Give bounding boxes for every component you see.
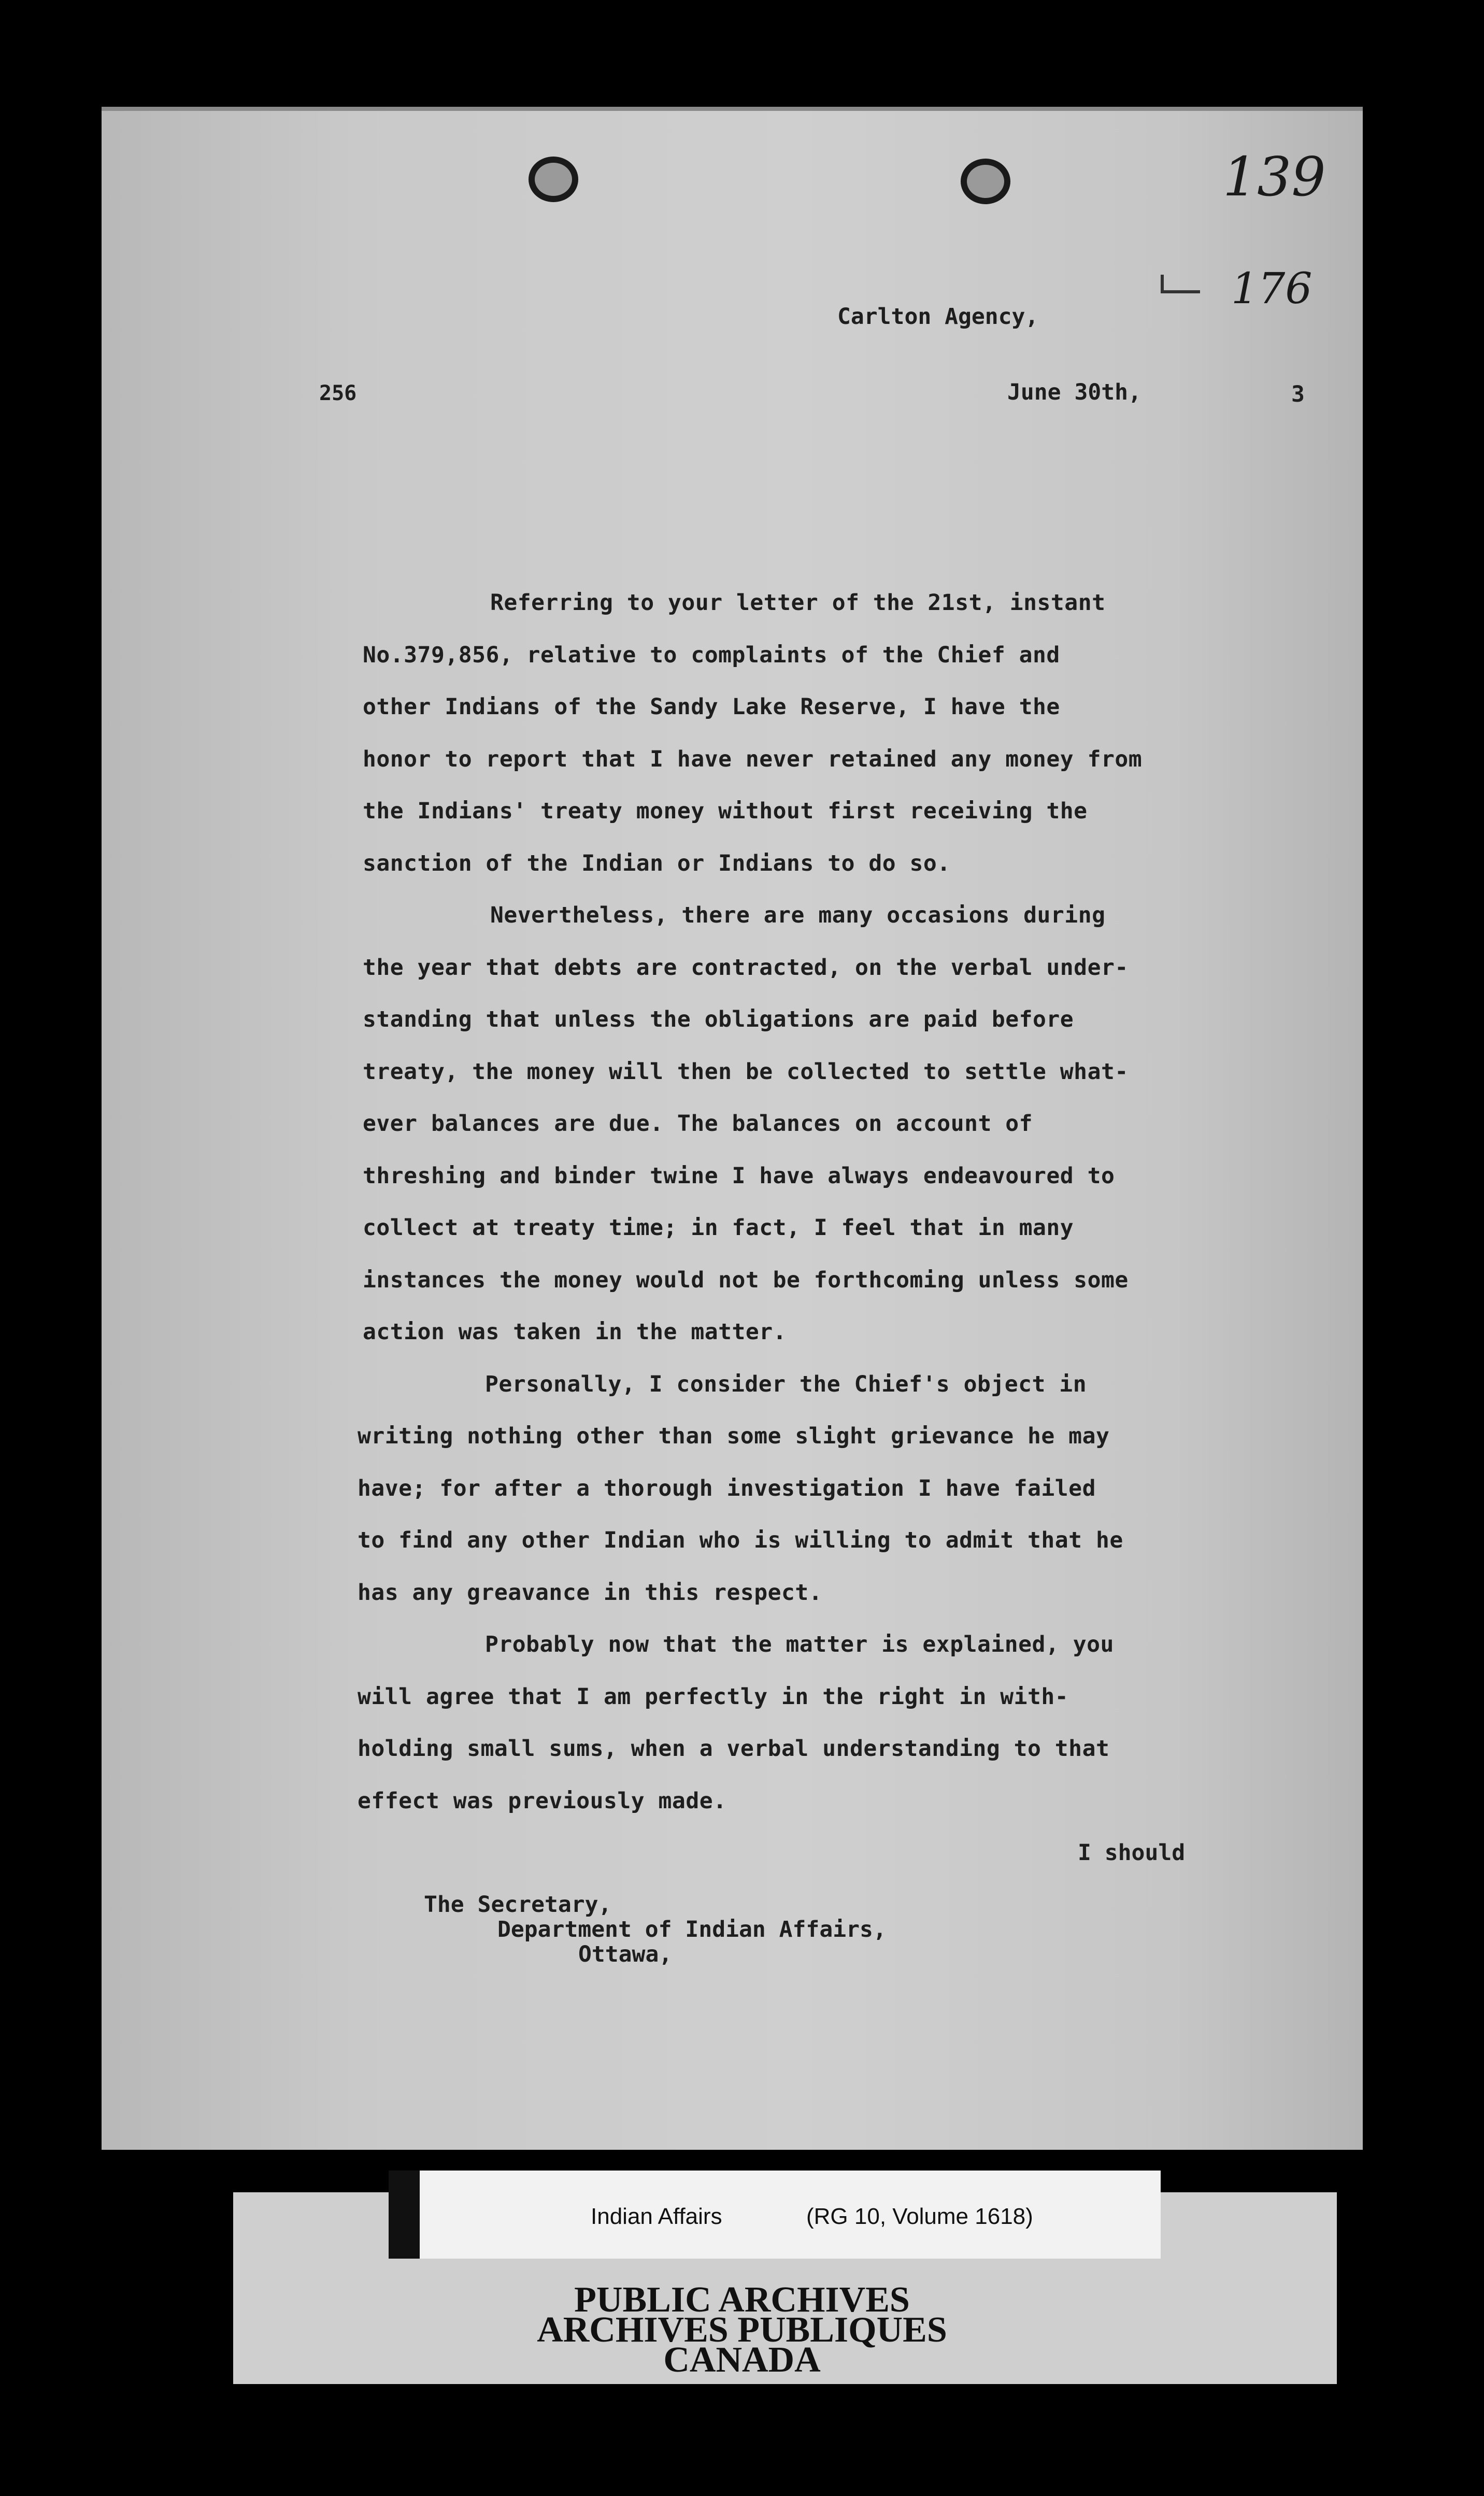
address-line-2: Department of Indian Affairs, — [497, 1917, 887, 1942]
handwritten-mark — [1161, 275, 1200, 293]
collection-name: Indian Affairs — [591, 2204, 722, 2229]
letter-line: effect was previously made. — [358, 1788, 727, 1814]
address-line-1: The Secretary, — [424, 1892, 612, 1918]
volume-reference: (RG 10, Volume 1618) — [806, 2204, 1033, 2229]
folio-number: 139 — [1223, 145, 1326, 208]
punch-hole-right — [961, 159, 1010, 204]
archive-label — [389, 2171, 1161, 2259]
letter-date: June 30th, — [1007, 379, 1141, 405]
letter-line: No.379,856, relative to complaints of the Chief and — [363, 642, 1060, 668]
archives-line-1: PUBLIC ARCHIVES — [574, 2280, 910, 2320]
letter-line: holding small sums, when a verbal understanding to that — [358, 1736, 1110, 1762]
letter-line: the Indians' treaty money without first receiving the — [363, 798, 1088, 824]
archives-line-3: CANADA — [663, 2340, 821, 2380]
letter-line: instances the money would not be forthcoming unless some — [363, 1267, 1129, 1293]
letter-line: collect at treaty time; in fact, I feel that in many — [363, 1215, 1074, 1241]
letter-line: to find any other Indian who is willing to admit that he — [358, 1527, 1123, 1553]
letter-line: have; for after a thorough investigation I have failed — [358, 1476, 1096, 1501]
letter-line: has any greavance in this respect. — [358, 1580, 823, 1606]
letter-line: standing that unless the obligations are paid before — [363, 1006, 1074, 1032]
punch-hole-left — [529, 157, 578, 202]
archives-line-2: ARCHIVES PUBLIQUES — [537, 2310, 947, 2350]
address-line-3: Ottawa, — [578, 1941, 673, 1967]
letter-line: sanction of the Indian or Indians to do so. — [363, 850, 951, 876]
letter-line: writing nothing other than some slight grievance he may — [358, 1423, 1110, 1449]
letter-line: treaty, the money will then be collected to settle what- — [363, 1059, 1129, 1085]
letter-line: ever balances are due. The balances on account of — [363, 1111, 1033, 1137]
page-number: 256 — [319, 381, 357, 405]
letter-line: Probably now that the matter is explained, you — [485, 1632, 1114, 1657]
letter-continuation: I should — [1078, 1840, 1186, 1866]
letter-line: Nevertheless, there are many occasions during — [490, 902, 1106, 928]
document-page — [102, 107, 1363, 2150]
letter-line: will agree that I am perfectly in the right in with- — [358, 1684, 1069, 1710]
letter-place: Carlton Agency, — [837, 304, 1039, 330]
sheet-number: 3 — [1291, 381, 1305, 407]
letter-line: honor to report that I have never retained any money from — [363, 746, 1143, 772]
secondary-number: 176 — [1231, 264, 1312, 314]
letter-line: the year that debts are contracted, on the verbal under- — [363, 955, 1129, 981]
letter-line: Personally, I consider the Chief's object in — [485, 1371, 1087, 1397]
letter-line: other Indians of the Sandy Lake Reserve, I have the — [363, 694, 1060, 720]
letter-line: Referring to your letter of the 21st, instant — [490, 590, 1106, 616]
letter-line: threshing and binder twine I have always endeavoured to — [363, 1163, 1115, 1189]
letter-line: action was taken in the matter. — [363, 1319, 787, 1345]
